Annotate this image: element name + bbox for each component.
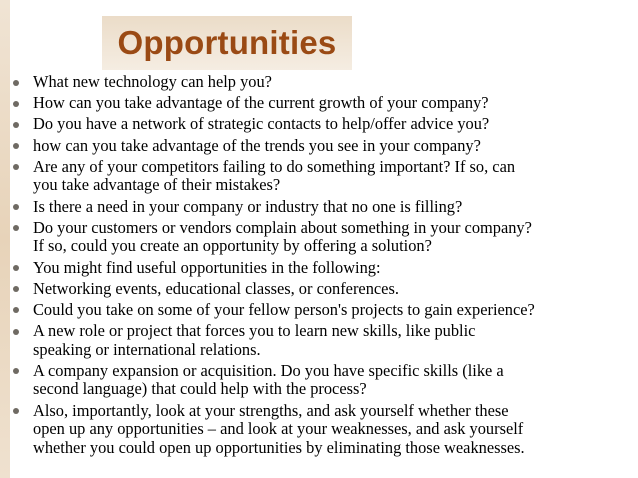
bullet-dot-icon — [13, 80, 19, 86]
bullet-item — [0, 301, 638, 320]
slide-title: Opportunities — [117, 24, 337, 61]
bullet-dot-icon — [13, 225, 19, 231]
bullet-text-line: Are any of your competitors failing to do something important? If so, can — [33, 156, 516, 176]
bullet-item — [0, 115, 638, 134]
bullet-dot-icon — [13, 329, 19, 335]
bullet-dot-icon — [13, 408, 19, 414]
bullet-list — [0, 73, 638, 460]
bullet-item — [0, 219, 638, 256]
bullet-item — [0, 362, 638, 399]
bullet-dot-icon — [13, 143, 19, 149]
bullet-dot-icon — [13, 204, 19, 210]
bullet-text-line: A new role or project that forces you to learn new skills, like public — [33, 321, 476, 341]
bullet-item — [0, 137, 638, 156]
bullet-text-line: Also, importantly, look at your strengths, and ask yourself whether these — [33, 400, 509, 420]
bullet-text-line: Is there a need in your company or industry that no one is filling? — [33, 196, 463, 216]
bullet-text-line: whether you could open up opportunities by eliminating those weaknesses. — [33, 437, 525, 457]
bullet-dot-icon — [13, 265, 19, 271]
bullet-text-line: You might find useful opportunities in the following: — [33, 257, 381, 277]
bullet-item — [0, 322, 638, 359]
bullet-item — [0, 280, 638, 299]
bullet-text-line: A company expansion or acquisition. Do you have specific skills (like a — [33, 360, 504, 380]
bullet-item — [0, 402, 638, 458]
bullet-dot-icon — [13, 122, 19, 128]
bullet-text-line: you take advantage of their mistakes? — [33, 175, 281, 195]
bullet-text-line: If so, could you create an opportunity by offering a solution? — [33, 236, 432, 256]
bullet-text-line: speaking or international relations. — [33, 339, 261, 359]
bullet-item — [0, 259, 638, 278]
bullet-dot-icon — [13, 286, 19, 292]
bullet-dot-icon — [13, 164, 19, 170]
bullet-dot-icon — [13, 307, 19, 313]
bullet-text-line: how can you take advantage of the trends you see in your company? — [33, 135, 481, 155]
bullet-text-line: Could you take on some of your fellow person's projects to gain experience? — [33, 299, 535, 319]
bullet-text-line: Do your customers or vendors complain about something in your company? — [33, 217, 532, 237]
bullet-text-line: How can you take advantage of the current growth of your company? — [33, 93, 489, 113]
bullet-text-line: Networking events, educational classes, or conferences. — [33, 278, 399, 298]
bullet-text-line: second language) that could help with the process? — [33, 379, 367, 399]
bullet-text-line: open up any opportunities – and look at your weaknesses, and ask yourself — [33, 419, 524, 439]
bullet-dot-icon — [13, 101, 19, 107]
bullet-dot-icon — [13, 368, 19, 374]
bullet-item — [0, 158, 638, 195]
bullet-item — [0, 198, 638, 217]
bullet-text-line: What new technology can help you? — [33, 72, 272, 91]
bullet-item — [0, 73, 638, 92]
bullet-item — [0, 94, 638, 113]
bullet-text-line: Do you have a network of strategic contacts to help/offer advice you? — [33, 114, 490, 134]
